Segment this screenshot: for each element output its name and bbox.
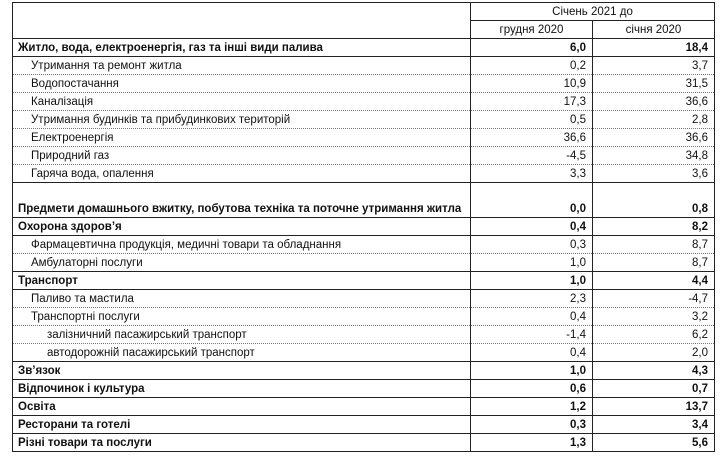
row-value-december-2020: 1,0 xyxy=(471,362,593,380)
row-value-december-2020: 0,4 xyxy=(471,344,593,362)
row-label: Відпочинок і культура xyxy=(13,380,471,398)
row-value-january-2020: 2,8 xyxy=(593,111,715,129)
row-value-december-2020: 2,3 xyxy=(471,290,593,308)
row-value-december-2020: 10,9 xyxy=(471,75,593,93)
row-value-december-2020: 0,5 xyxy=(471,111,593,129)
row-value-january-2020: 34,8 xyxy=(593,147,715,165)
table-row xyxy=(13,236,715,254)
row-value-december-2020: 36,6 xyxy=(471,129,593,147)
row-value-december-2020: 6,0 xyxy=(471,39,593,57)
row-label: Охорона здоров’я xyxy=(13,218,471,236)
table-row xyxy=(13,75,715,93)
table-row xyxy=(13,398,715,416)
row-value-december-2020: 0,0 xyxy=(471,183,593,218)
table-row xyxy=(13,380,715,398)
header-row-group xyxy=(13,3,715,21)
row-value-january-2020: -4,7 xyxy=(593,290,715,308)
row-value-january-2020: 5,6 xyxy=(593,434,715,452)
row-value-january-2020: 8,7 xyxy=(593,236,715,254)
table-row xyxy=(13,39,715,57)
table-row xyxy=(13,362,715,380)
table-row xyxy=(13,416,715,434)
row-value-january-2020: 3,6 xyxy=(593,165,715,183)
row-value-january-2020: 8,2 xyxy=(593,218,715,236)
row-label: автодорожній пасажирський транспорт xyxy=(13,344,471,362)
table-row xyxy=(13,272,715,290)
row-value-december-2020: 17,3 xyxy=(471,93,593,111)
header-group-label: Січень 2021 до xyxy=(471,3,715,21)
row-value-december-2020: 0,3 xyxy=(471,236,593,254)
row-value-december-2020: 0,6 xyxy=(471,380,593,398)
row-label: Водопостачання xyxy=(13,75,471,93)
row-label: Природний газ xyxy=(13,147,471,165)
row-value-january-2020: 3,4 xyxy=(593,416,715,434)
table-row xyxy=(13,326,715,344)
price-index-table xyxy=(12,2,715,452)
row-value-december-2020: 0,4 xyxy=(471,218,593,236)
table-row xyxy=(13,93,715,111)
table-row xyxy=(13,290,715,308)
row-value-december-2020: 1,3 xyxy=(471,434,593,452)
row-value-december-2020: -4,5 xyxy=(471,147,593,165)
header-col-january-2020: січня 2020 xyxy=(593,21,715,39)
row-label: Предмети домашнього вжитку, побутова техніка та поточне утримання житла xyxy=(13,183,471,218)
row-value-december-2020: 0,3 xyxy=(471,416,593,434)
table-row xyxy=(13,254,715,272)
row-value-december-2020: 0,4 xyxy=(471,308,593,326)
table-row xyxy=(13,183,715,218)
row-value-january-2020: 13,7 xyxy=(593,398,715,416)
row-value-december-2020: 1,0 xyxy=(471,272,593,290)
table-row xyxy=(13,308,715,326)
row-value-january-2020: 36,6 xyxy=(593,93,715,111)
table-row xyxy=(13,165,715,183)
row-label: Амбулаторні послуги xyxy=(13,254,471,272)
row-value-december-2020: 0,2 xyxy=(471,57,593,75)
row-value-january-2020: 8,7 xyxy=(593,254,715,272)
table-row xyxy=(13,147,715,165)
row-label: Електроенергія xyxy=(13,129,471,147)
row-label: Освіта xyxy=(13,398,471,416)
table-row xyxy=(13,218,715,236)
price-index-table-container xyxy=(12,2,714,452)
row-label: Паливо та мастила xyxy=(13,290,471,308)
row-label: Каналізація xyxy=(13,93,471,111)
row-value-january-2020: 3,7 xyxy=(593,57,715,75)
row-label: Зв’язок xyxy=(13,362,471,380)
row-value-january-2020: 0,8 xyxy=(593,183,715,218)
row-label: Гаряча вода, опалення xyxy=(13,165,471,183)
row-value-january-2020: 36,6 xyxy=(593,129,715,147)
row-label: Різні товари та послуги xyxy=(13,434,471,452)
row-label: Утримання та ремонт житла xyxy=(13,57,471,75)
table-row xyxy=(13,111,715,129)
row-label: Фармацевтична продукція, медичні товари та обладнання xyxy=(13,236,471,254)
row-value-january-2020: 4,4 xyxy=(593,272,715,290)
row-label: Транспортні послуги xyxy=(13,308,471,326)
row-value-december-2020: 1,2 xyxy=(471,398,593,416)
row-value-december-2020: 3,3 xyxy=(471,165,593,183)
row-label: Транспорт xyxy=(13,272,471,290)
row-value-january-2020: 2,0 xyxy=(593,344,715,362)
row-value-january-2020: 0,7 xyxy=(593,380,715,398)
row-value-december-2020: -1,4 xyxy=(471,326,593,344)
row-value-january-2020: 3,2 xyxy=(593,308,715,326)
table-row xyxy=(13,129,715,147)
row-value-december-2020: 1,0 xyxy=(471,254,593,272)
row-value-january-2020: 4,3 xyxy=(593,362,715,380)
row-value-january-2020: 18,4 xyxy=(593,39,715,57)
table-row xyxy=(13,57,715,75)
row-value-january-2020: 6,2 xyxy=(593,326,715,344)
header-category-cell xyxy=(13,3,471,39)
header-col-december-2020: грудня 2020 xyxy=(471,21,593,39)
row-label: Утримання будинків та прибудинкових територій xyxy=(13,111,471,129)
row-label: залізничний пасажирський транспорт xyxy=(13,326,471,344)
row-label: Житло, вода, електроенергія, газ та інші види палива xyxy=(13,39,471,57)
table-row xyxy=(13,434,715,452)
row-label: Ресторани та готелі xyxy=(13,416,471,434)
row-value-january-2020: 31,5 xyxy=(593,75,715,93)
table-row xyxy=(13,344,715,362)
table-body xyxy=(13,39,715,452)
